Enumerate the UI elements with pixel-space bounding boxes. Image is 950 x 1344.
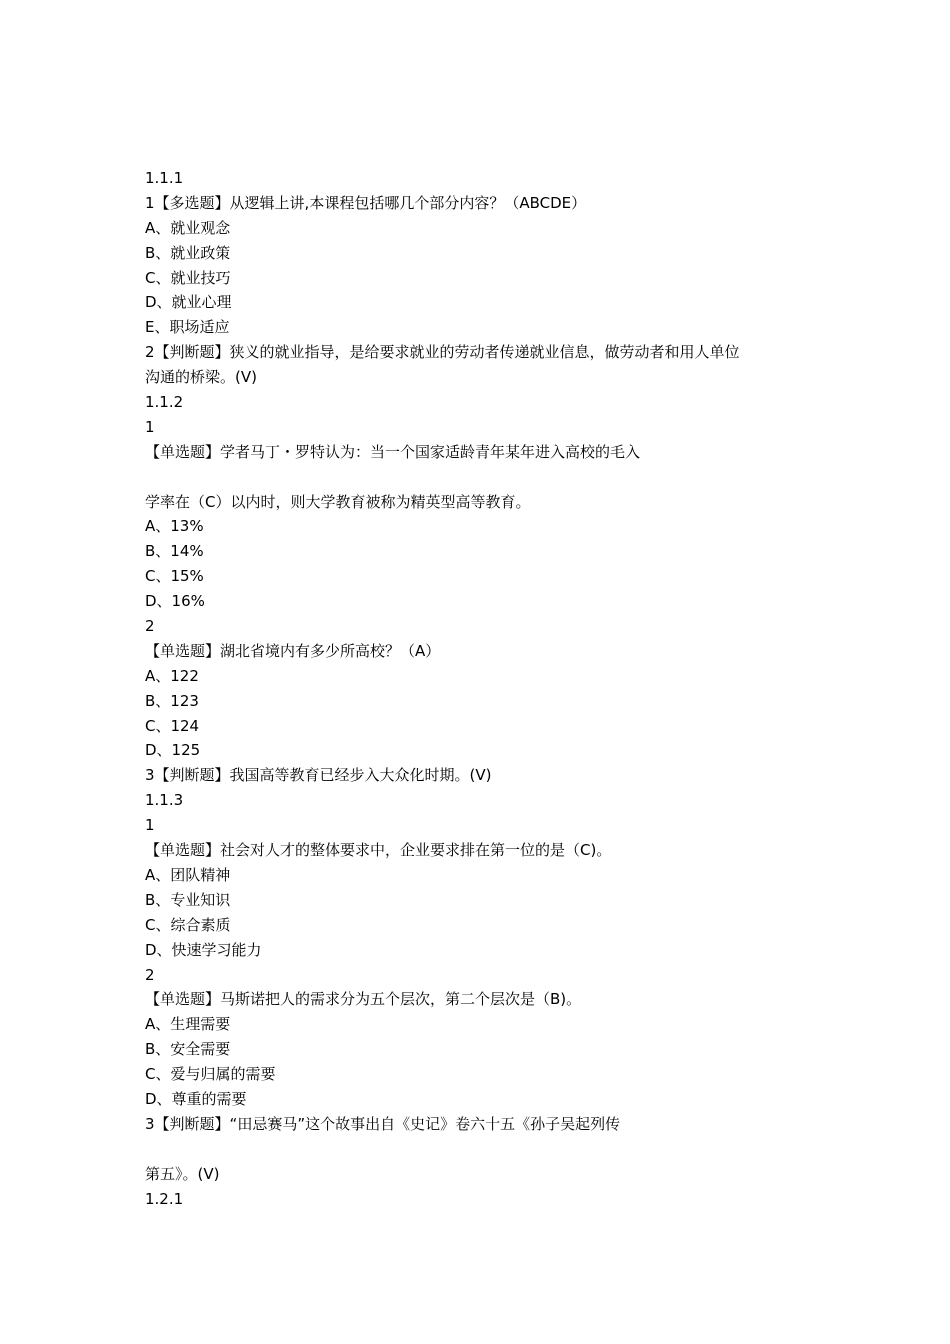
question-text: 2【判断题】狭义的就业指导，是给要求就业的劳动者传递就业信息，做劳动者和用人单位 xyxy=(145,343,740,362)
blank-line xyxy=(145,1137,825,1162)
option-text: C、15% xyxy=(145,567,204,586)
question-text-continued: 第五》。(V) xyxy=(145,1164,220,1183)
option-text: B、14% xyxy=(145,542,204,561)
question-number: 1 xyxy=(145,816,155,835)
option-text: E、职场适应 xyxy=(145,318,230,337)
option-text: D、就业心理 xyxy=(145,293,232,312)
question-text: 【单选题】湖北省境内有多少所高校？（A） xyxy=(145,641,441,660)
option-text: D、快速学习能力 xyxy=(145,940,262,959)
blank-line xyxy=(145,465,825,490)
option-text: C、爱与归属的需要 xyxy=(145,1065,276,1084)
question-number: 2 xyxy=(145,617,155,636)
question-number: 2 xyxy=(145,965,155,984)
document-body xyxy=(145,166,825,1211)
section-heading: 1.2.1 xyxy=(145,1189,184,1208)
option-text: C、综合素质 xyxy=(145,915,231,934)
option-text: A、就业观念 xyxy=(145,218,231,237)
option-text: D、125 xyxy=(145,741,201,760)
option-text: A、团队精神 xyxy=(145,865,231,884)
question-text: 【单选题】社会对人才的整体要求中，企业要求排在第一位的是（C)。 xyxy=(145,841,612,860)
option-text: A、122 xyxy=(145,666,199,685)
question-text-continued: 沟通的桥梁。(V) xyxy=(145,368,257,387)
section-heading: 1.1.2 xyxy=(145,393,184,412)
option-text: B、就业政策 xyxy=(145,243,231,262)
option-text: C、124 xyxy=(145,716,200,735)
option-text: C、就业技巧 xyxy=(145,268,231,287)
option-text: A、生理需要 xyxy=(145,1015,231,1034)
question-text: 【单选题】学者马丁・罗特认为：当一个国家适龄青年某年进入高校的毛入 xyxy=(145,442,641,461)
option-text: B、123 xyxy=(145,691,199,710)
section-heading: 1.1.3 xyxy=(145,791,184,810)
question-text: 3【判断题】我国高等教育已经步入大众化时期。(V) xyxy=(145,766,492,785)
question-text: 【单选题】马斯诺把人的需求分为五个层次，第二个层次是（B)。 xyxy=(145,990,582,1009)
option-text: A、13% xyxy=(145,517,204,536)
section-heading: 1.1.1 xyxy=(145,169,184,187)
question-text: 1【多选题】从逻辑上讲,本课程包括哪几个部分内容？（ABCDE） xyxy=(145,193,587,212)
question-number: 1 xyxy=(145,417,155,436)
option-text: B、安全需要 xyxy=(145,1040,231,1059)
option-text: D、尊重的需要 xyxy=(145,1089,247,1108)
option-text: B、专业知识 xyxy=(145,890,231,909)
question-text-continued: 学率在（C）以内时，则大学教育被称为精英型高等教育。 xyxy=(145,492,531,511)
question-text: 3【判断题】“田忌赛马”这个故事出自《史记》卷六十五《孙子吴起列传 xyxy=(145,1114,621,1133)
option-text: D、16% xyxy=(145,592,205,611)
